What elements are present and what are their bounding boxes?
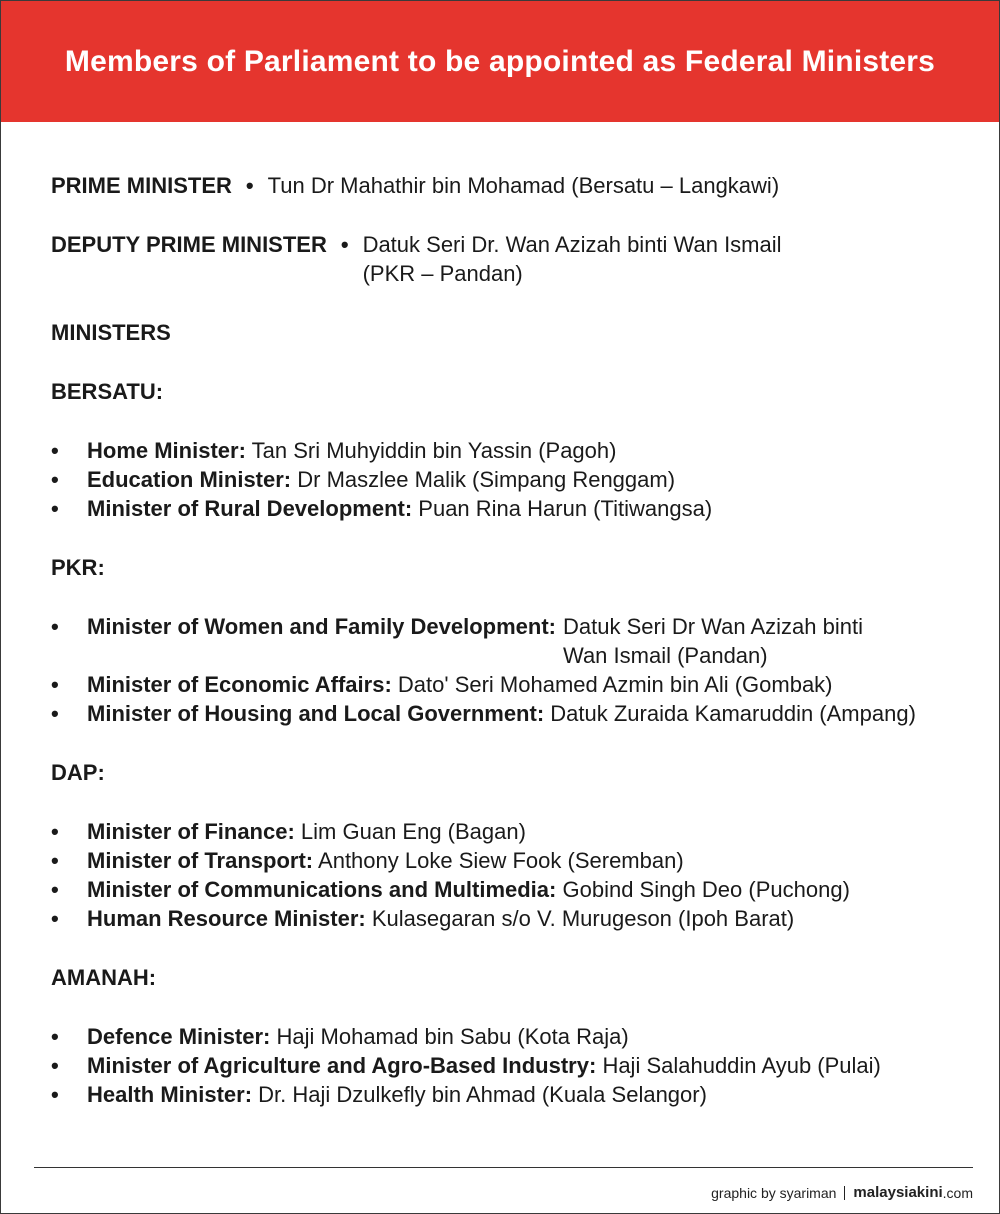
party-heading-dap: DAP: (51, 760, 105, 785)
list-item (51, 1080, 989, 1109)
footer-credit (711, 1184, 973, 1201)
list-item (51, 670, 989, 699)
minister-role: Minister of Transport: (87, 848, 314, 873)
bullet-icon: • (340, 232, 349, 257)
bullet-icon: • (51, 701, 59, 726)
minister-role: Minister of Women and Family Development: (87, 614, 556, 639)
minister-role: Minister of Finance: (87, 819, 295, 844)
deputy-prime-minister-name: Datuk Seri Dr. Wan Azizah binti Wan Ismail (PKR – Pandan) (362, 232, 782, 286)
deputy-prime-minister-row (51, 230, 989, 288)
minister-role: Health Minister: (87, 1082, 253, 1107)
bullet-icon: • (51, 848, 59, 873)
minister-role: Defence Minister: (87, 1024, 271, 1049)
bullet-icon: • (51, 614, 59, 639)
minister-holder: Datuk Seri Dr Wan Azizah binti Wan Ismail (Pandan) (563, 614, 863, 668)
party-heading-pkr: PKR: (51, 555, 105, 580)
list-item (51, 465, 989, 494)
list-item (51, 846, 989, 875)
bullet-icon: • (51, 1024, 59, 1049)
bullet-icon: • (51, 819, 59, 844)
minister-holder: Haji Mohamad bin Sabu (Kota Raja) (276, 1024, 629, 1049)
footer-separator (844, 1186, 845, 1200)
minister-role: Minister of Economic Affairs: (87, 672, 392, 697)
bullet-icon: • (51, 672, 59, 697)
brand-logo: malaysiakini (853, 1184, 943, 1201)
bullet-icon: • (51, 496, 59, 521)
minister-holder: Puan Rina Harun (Titiwangsa) (418, 496, 713, 521)
list-item (51, 1022, 989, 1051)
page-title: Members of Parliament to be appointed as Federal Ministers (64, 44, 936, 78)
list-item (51, 612, 989, 670)
brand-tld: .com (942, 1184, 973, 1201)
minister-list-bersatu (51, 436, 989, 523)
bullet-icon: • (51, 906, 59, 931)
bullet-icon: • (245, 173, 254, 198)
bullet-icon: • (51, 438, 59, 463)
minister-role: Education Minister: (87, 467, 292, 492)
bullet-icon: • (51, 877, 59, 902)
minister-holder: Dato' Seri Mohamed Azmin bin Ali (Gombak) (397, 672, 833, 697)
list-item (51, 494, 989, 523)
minister-list-amanah (51, 1022, 989, 1109)
minister-holder: Datuk Zuraida Kamaruddin (Ampang) (550, 701, 916, 726)
minister-role: Minister of Communications and Multimedia: (87, 877, 557, 902)
bullet-icon: • (51, 1082, 59, 1107)
minister-holder: Anthony Loke Siew Fook (Seremban) (318, 848, 684, 873)
minister-holder: Kulasegaran s/o V. Murugeson (Ipoh Barat) (371, 906, 795, 931)
prime-minister-name: Tun Dr Mahathir bin Mohamad (Bersatu – Langkawi) (267, 173, 780, 198)
list-item (51, 817, 989, 846)
list-item (51, 875, 989, 904)
minister-holder: Gobind Singh Deo (Puchong) (562, 877, 850, 902)
bullet-icon: • (51, 467, 59, 492)
minister-role: Minister of Housing and Local Government: (87, 701, 545, 726)
minister-role: Human Resource Minister: (87, 906, 366, 931)
deputy-prime-minister-label: DEPUTY PRIME MINISTER (51, 232, 327, 257)
minister-role: Home Minister: (87, 438, 246, 463)
header-banner (1, 1, 999, 122)
prime-minister-row (51, 171, 989, 200)
list-item (51, 436, 989, 465)
minister-role: Minister of Agriculture and Agro-Based Industry: (87, 1053, 597, 1078)
list-item (51, 904, 989, 933)
minister-role: Minister of Rural Development: (87, 496, 413, 521)
list-item (51, 1051, 989, 1080)
graphic-credit: graphic by syariman (711, 1184, 837, 1201)
party-heading-amanah: AMANAH: (51, 965, 157, 990)
list-item (51, 699, 989, 728)
bullet-icon: • (51, 1053, 59, 1078)
minister-holder: Lim Guan Eng (Bagan) (300, 819, 526, 844)
content-area (51, 171, 989, 1139)
ministers-heading: MINISTERS (51, 320, 171, 345)
minister-holder: Haji Salahuddin Ayub (Pulai) (602, 1053, 881, 1078)
minister-holder: Tan Sri Muhyiddin bin Yassin (Pagoh) (251, 438, 617, 463)
minister-holder: Dr. Haji Dzulkefly bin Ahmad (Kuala Selangor) (258, 1082, 707, 1107)
prime-minister-label: PRIME MINISTER (51, 173, 232, 198)
footer-divider (34, 1167, 973, 1168)
minister-holder: Dr Maszlee Malik (Simpang Renggam) (297, 467, 676, 492)
minister-list-pkr (51, 612, 989, 728)
party-heading-bersatu: BERSATU: (51, 379, 164, 404)
minister-list-dap (51, 817, 989, 933)
